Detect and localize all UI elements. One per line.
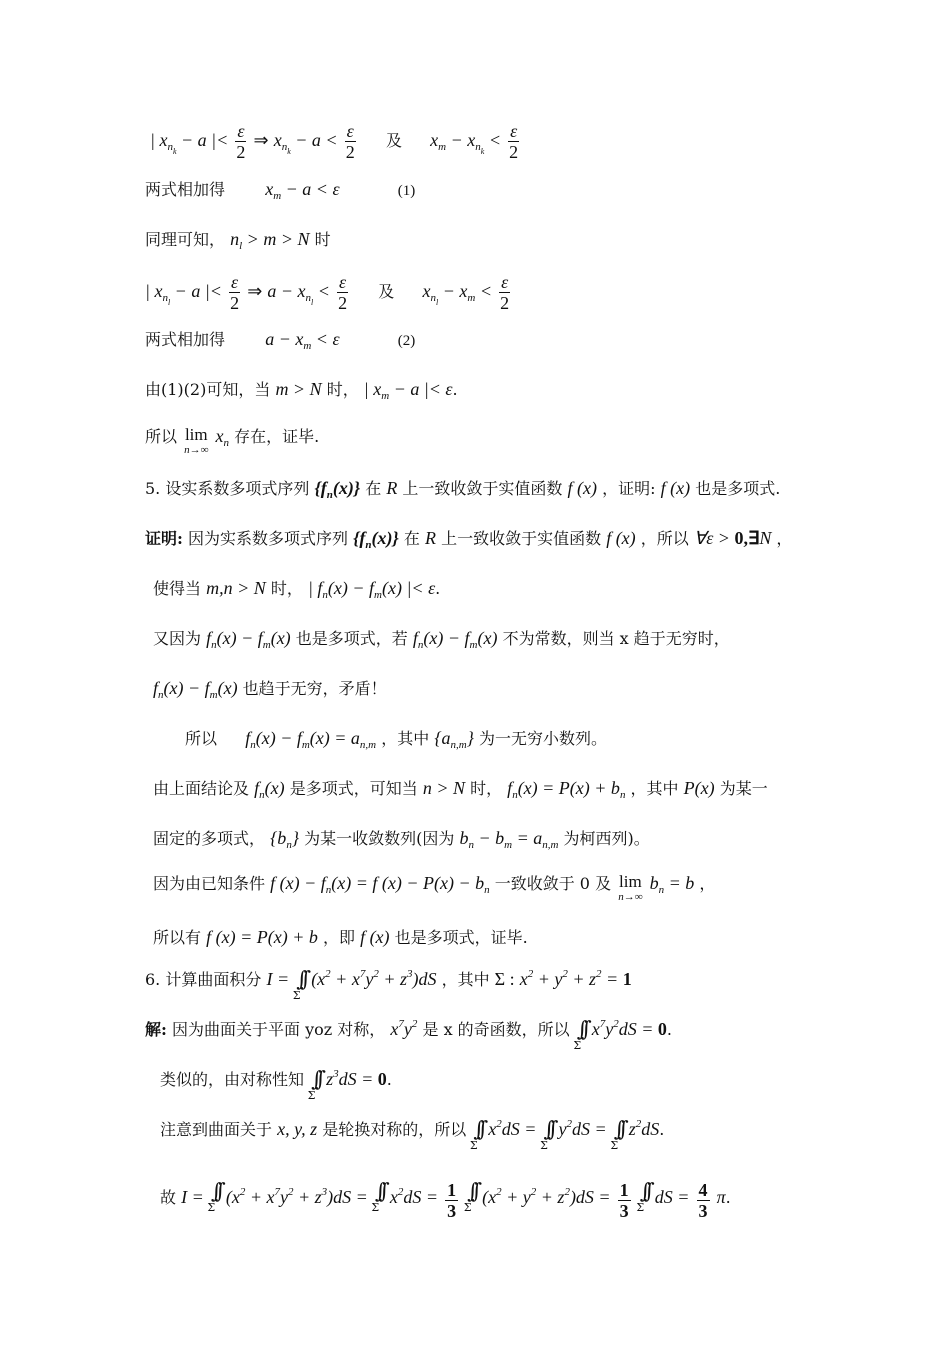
proof-line-4: $f_n(x) - f_m(x)$ 也趋于无穷，矛盾！ [153, 678, 387, 701]
solution-line-3: 注意到曲面关于 x, y, z 是轮换对称的，所以 ∫∫ Σ $x^2dS$ = ∫∫ Σ $y^2dS$ = ∫∫ Σ $z^2dS$. [160, 1117, 665, 1152]
proof-line-8: 因为由已知条件 f $(x) - f_n(x) = f$ $(x) - P(x) - b_n$ 一致收敛于 0 及 lim n→∞ $b_n = b$ ， [153, 872, 716, 903]
equation-number-1: (1) [397, 183, 416, 199]
proof-line-5: 所以 $f_n(x) - f_m(x) = a_{n,m}$ ，其中 $\{a_{n,m}\}$ 为一无穷小数列。 [185, 728, 608, 751]
formula-line-1: | $x_{n_k} - a$ |< $\frac{\varepsilon}{2}$ ⇒ $x_{n_k} - a$ < $\frac{\varepsilon}{2}$ 及 $x_m - x_{n_k}$ < $\frac{\varepsilon}{2}$ [150, 121, 519, 162]
solution-line-1: 解: 因为曲面关于平面 yoz 对称， $x^7y^2$ 是 x 的奇函数，所以 ∫∫ Σ $x^7y^2dS = 0$. [145, 1017, 673, 1052]
proof-line-6: 由上面结论及 $f_n(x)$ 是多项式，可知当 n > N 时， $f_n(x) = P(x) + b_n$ ，其中 P(x) 为某一 [153, 778, 768, 801]
proof-line-2: 使得当 m,n > N 时， | $f_n(x) - f_m(x)$ |< ε. [153, 578, 441, 601]
sum-line-1: 两式相加得 $x_m - a < \varepsilon$ (1) [145, 179, 416, 202]
proof-line-7: 固定的多项式， $\{b_n\}$ 为某一收敛数列(因为 $b_n - b_m = a_{n,m}$ 为柯西列)。 [153, 828, 650, 851]
similarly-line: 同理可知， $n_l > m > N$ 时 [145, 229, 331, 252]
and-text: 及 [385, 131, 402, 150]
proof-line-1: 证明: 因为实系数多项式序列 $\{f_n(x)\}$ 在 R 上一致收敛于实值函数 f (x) ，所以 ∀ε > 0,∃N ， [145, 528, 793, 551]
solution-line-2: 类似的，由对称性知 ∫∫ Σ $z^3dS = 0$. [160, 1067, 392, 1102]
proof-line-9: 所以有 f (x) = P(x) + b ，即 f (x) 也是多项式，证毕. [153, 927, 528, 947]
formula-line-2: | $x_{n_l} - a$ |< $\frac{\varepsilon}{2}$ ⇒ $a - x_{n_l}$ < $\frac{\varepsilon}{2}$ 及 $x_{n_l} - x_m$ < $\frac{\varepsilon}{2}$ [145, 272, 510, 313]
problem-number: 6. [145, 970, 161, 989]
proof-line-3: 又因为 $f_n(x) - f_m(x)$ 也是多项式，若 $f_n(x) - f_m(x)$ 不为常数，则当 x 趋于无穷时， [153, 628, 730, 651]
problem-number: 5. [145, 479, 161, 498]
sum-line-2: 两式相加得 $a - x_m < \varepsilon$ (2) [145, 329, 416, 352]
solution-label: 解: [145, 1020, 167, 1039]
problem-6-statement: 6. 计算曲面积分 I = ∫∫ Σ $(x^2 + x^7y^2 + z^3)dS$ ，其中 Σ : $x^2 + y^2 + z^2 = 1$ [145, 967, 632, 1002]
equation-number-2: (2) [397, 333, 416, 349]
proof-label: 证明: [145, 529, 183, 548]
solution-line-4: 故 I = ∫∫ Σ $(x^2 + x^7y^2 + z^3)dS$ = ∫∫ Σ $x^2dS$ = $\frac{1}{3}$ ∫∫ Σ $(x^2 + y^2 + z^2)dS$ = $\frac{1}{3}$ ∫∫ Σ dS = $\frac{4}{3}$ π. [160, 1179, 731, 1221]
limit-exists-line: 所以 lim n→∞ $x_n$ 存在，证毕. [145, 425, 320, 456]
conclusion-line: 由(1)(2)可知，当 m > N 时， | $x_m - a$ |< ε. [145, 379, 458, 402]
problem-5-statement: 5. 设实系数多项式序列 $\{f_n(x)\}$ 在 R 上一致收敛于实值函数 f (x) ，证明: f (x) 也是多项式. [145, 478, 781, 501]
